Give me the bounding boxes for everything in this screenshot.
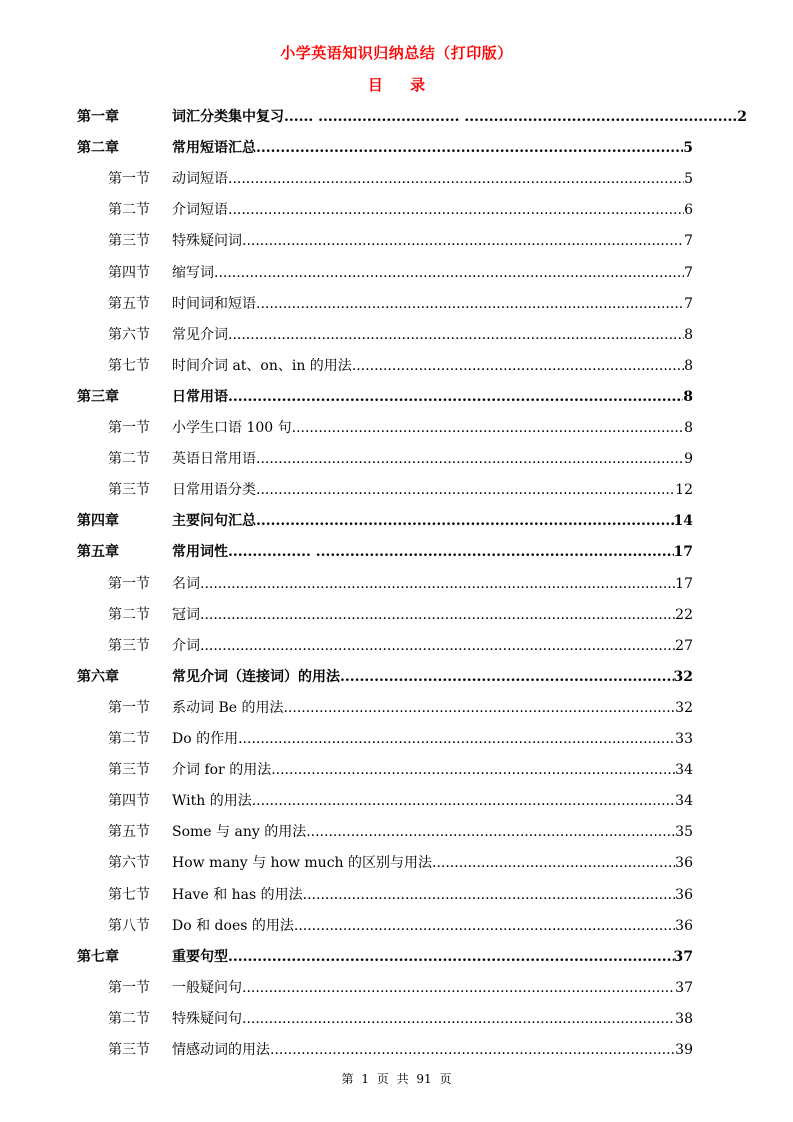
toc-chapter-row[interactable] — [0, 941, 793, 971]
toc-entry — [172, 262, 693, 282]
toc-entry — [172, 293, 693, 313]
toc-entry — [172, 168, 693, 188]
toc-section-row[interactable] — [0, 754, 793, 784]
toc-entry-title: 时间介词 at、on、in 的用法 — [172, 357, 352, 374]
toc-leader-dots — [352, 358, 684, 374]
toc-page-number: 5 — [683, 140, 693, 157]
toc-section-row[interactable] — [0, 847, 793, 877]
toc-page-number: 22 — [675, 606, 693, 623]
section-label: 第五节 — [108, 824, 150, 841]
toc-leader-dots — [271, 762, 675, 778]
toc-section-row[interactable] — [0, 319, 793, 349]
toc-entry — [172, 230, 693, 250]
toc-page-number: 35 — [675, 824, 693, 841]
toc-entry-title: 重要句型 — [172, 948, 228, 965]
section-label: 第二节 — [108, 451, 150, 468]
toc-section-row[interactable] — [0, 350, 793, 380]
section-label: 第七节 — [108, 357, 150, 374]
toc-page-number: 32 — [673, 668, 693, 685]
section-label: 第三节 — [108, 482, 150, 499]
toc-entry — [172, 1039, 693, 1059]
toc-entry — [172, 510, 693, 530]
toc-page-number: 38 — [675, 1010, 693, 1027]
toc-leader-dots — [256, 140, 683, 156]
toc-leader-dots — [283, 700, 675, 716]
toc-leader-dots — [252, 793, 675, 809]
toc-entry-title: 日常用语 — [172, 388, 228, 405]
toc-page-number: 9 — [684, 451, 693, 468]
toc-section-row[interactable] — [0, 910, 793, 940]
toc-section-row[interactable] — [0, 879, 793, 909]
section-label: 第三节 — [108, 233, 150, 250]
toc-leader-dots — [200, 576, 675, 592]
toc-leader-dots — [306, 824, 675, 840]
toc-entry-title: 名词 — [172, 575, 200, 592]
toc-leader-dots — [294, 918, 675, 934]
section-label: 第二节 — [108, 606, 150, 623]
toc-entry-title: How many 与 how much 的区别与用法 — [172, 855, 432, 872]
toc-page-number: 36 — [675, 855, 693, 872]
toc-chapter-row[interactable] — [0, 132, 793, 162]
toc-leader-dots — [432, 855, 675, 871]
toc-leader-dots — [200, 638, 675, 654]
toc-leader-dots — [214, 265, 684, 281]
section-label: 第六节 — [108, 855, 150, 872]
toc-page-number: 8 — [684, 420, 693, 436]
section-label: 第三节 — [108, 762, 150, 779]
section-label: 第三节 — [108, 637, 150, 654]
toc-page-number: 39 — [675, 1042, 693, 1058]
toc-section-row[interactable] — [0, 412, 793, 442]
chapter-label: 第一章 — [77, 109, 119, 125]
toc-entry-title: 常见介词 — [172, 326, 228, 343]
toc-page-number: 7 — [684, 295, 693, 312]
toc-section-row[interactable] — [0, 599, 793, 629]
toc-entry — [172, 386, 693, 406]
toc-entry-title: 词汇分类集中复习...... ............................. ........................................................ — [172, 109, 738, 125]
toc-leader-dots — [228, 389, 683, 405]
toc-entry-title: 介词短语 — [172, 202, 228, 219]
toc-section-row[interactable] — [0, 630, 793, 660]
toc-entry — [172, 604, 693, 624]
toc-entry-title: Do 和 does 的用法 — [172, 917, 294, 934]
toc-page-number: 34 — [675, 793, 693, 810]
toc-entry-title: 一般疑问句 — [172, 979, 242, 996]
toc-leader-dots — [242, 980, 675, 996]
toc-section-row[interactable] — [0, 443, 793, 473]
toc-entry-title: With 的用法 — [172, 793, 252, 810]
toc-entry — [172, 106, 748, 126]
toc-entry-title: 冠词 — [172, 606, 200, 623]
toc-page-number: 32 — [675, 699, 693, 716]
toc-chapter-row[interactable] — [0, 101, 793, 131]
toc-entry — [172, 852, 693, 872]
toc-leader-dots — [228, 171, 684, 187]
section-label: 第七节 — [108, 886, 150, 903]
toc-section-row[interactable] — [0, 1003, 793, 1033]
toc-entry — [172, 790, 693, 810]
section-label: 第八节 — [108, 917, 150, 934]
toc-entry-title: Have 和 has 的用法 — [172, 886, 303, 903]
section-label: 第一节 — [108, 575, 150, 592]
section-label: 第一节 — [108, 171, 150, 188]
toc-entry — [172, 355, 693, 375]
toc-page-number: 37 — [673, 948, 693, 965]
toc-leader-dots — [340, 669, 674, 685]
toc-leader-dots — [270, 1042, 675, 1058]
toc-section-row[interactable] — [0, 225, 793, 255]
toc-section-row[interactable] — [0, 692, 793, 722]
chapter-label: 第三章 — [77, 388, 119, 405]
section-label: 第五节 — [108, 295, 150, 312]
toc-section-row[interactable] — [0, 474, 793, 504]
toc-page-number: 7 — [684, 233, 693, 250]
toc-chapter-row[interactable] — [0, 661, 793, 691]
toc-leader-dots — [228, 202, 684, 218]
chapter-label: 第六章 — [77, 668, 119, 685]
section-label: 第二节 — [108, 1010, 150, 1027]
toc-entry — [172, 541, 693, 561]
toc-entry — [172, 448, 693, 468]
section-label: 第二节 — [108, 202, 150, 219]
toc-page-number: 37 — [675, 979, 693, 996]
toc-entry-title: 特殊疑问词 — [172, 233, 242, 250]
toc-entry-title: 介词 for 的用法 — [172, 762, 272, 779]
toc-chapter-row[interactable] — [0, 536, 793, 566]
toc-page-number: 17 — [675, 575, 693, 592]
toc-entry — [172, 417, 693, 437]
chapter-label: 第五章 — [77, 544, 119, 561]
toc-page-number: 5 — [684, 171, 693, 188]
toc-entry-title: 常见介词（连接词）的用法 — [172, 668, 340, 685]
toc-leader-dots — [355, 544, 674, 560]
toc-section-row[interactable] — [0, 257, 793, 287]
toc-leader-dots — [228, 327, 684, 343]
toc-entry-title: 英语日常用语 — [172, 451, 256, 468]
chapter-label: 第七章 — [77, 948, 119, 965]
toc-leader-dots — [256, 513, 674, 529]
section-label: 第一节 — [108, 699, 150, 716]
toc-entry — [172, 199, 693, 219]
toc-leader-dots — [256, 296, 684, 312]
section-label: 第四节 — [108, 264, 150, 281]
page-footer: 第 1 页 共 91 页 — [341, 1072, 452, 1086]
toc-section-row[interactable] — [0, 816, 793, 846]
toc-leader-dots — [238, 731, 675, 747]
document-title: 小学英语知识归纳总结（打印版） — [280, 44, 513, 62]
toc-leader-dots — [242, 233, 684, 249]
toc-entry-title: 介词 — [172, 637, 200, 654]
section-label: 第四节 — [108, 793, 150, 810]
toc-entry — [172, 884, 693, 904]
toc-page-number: 8 — [683, 388, 693, 405]
toc-leader-dots — [303, 887, 676, 903]
toc-entry — [172, 573, 693, 593]
section-label: 第二节 — [108, 731, 150, 747]
toc-entry-title: 主要问句汇总 — [172, 513, 256, 530]
toc-page-number: 7 — [684, 264, 693, 281]
toc-leader-dots — [292, 420, 684, 436]
toc-entry — [172, 324, 693, 344]
toc-entry-title: Do 的作用 — [172, 731, 239, 747]
toc-entry-title: 日常用语分类 — [172, 482, 256, 499]
toc-page-number: 36 — [675, 886, 693, 903]
toc-section-row[interactable] — [0, 568, 793, 598]
toc-page-number: 14 — [673, 513, 693, 530]
toc-section-row[interactable] — [0, 194, 793, 224]
toc-entry-title: 缩写词 — [172, 264, 214, 281]
toc-leader-dots — [200, 607, 675, 623]
toc-entry — [172, 977, 693, 997]
toc-entry — [172, 479, 693, 499]
toc-page-number: 36 — [675, 917, 693, 934]
toc-entry-title: 时间词和短语 — [172, 295, 256, 312]
toc-entry — [172, 1008, 693, 1028]
toc-entry-title: 情感动词的用法 — [172, 1042, 270, 1058]
toc-entry-title: 动词短语 — [172, 171, 228, 188]
toc-chapter-row[interactable] — [0, 505, 793, 535]
section-label: 第一节 — [108, 420, 150, 436]
toc-page-number: 2 — [737, 109, 748, 125]
toc-section-row[interactable] — [0, 723, 793, 753]
toc-entry-title: 常用词性................. ........ — [172, 544, 355, 561]
toc-entry — [172, 728, 693, 748]
toc-section-row[interactable] — [0, 1034, 793, 1064]
toc-entry-title: 特殊疑问句 — [172, 1010, 242, 1027]
toc-entry — [172, 915, 693, 935]
toc-page-number: 8 — [684, 326, 693, 343]
toc-leader-dots — [256, 482, 675, 498]
toc-page-number: 33 — [675, 731, 693, 747]
toc-leader-dots — [256, 451, 684, 467]
toc-entry — [172, 635, 693, 655]
toc-leader-dots — [242, 1011, 675, 1027]
toc-entry — [172, 137, 693, 157]
toc-page-number: 34 — [675, 762, 693, 779]
chapter-label: 第二章 — [77, 140, 119, 157]
toc-entry-title: 系动词 Be 的用法 — [172, 699, 284, 716]
chapter-label: 第四章 — [77, 513, 119, 530]
toc-page-number: 6 — [684, 202, 693, 219]
toc-chapter-row[interactable] — [0, 381, 793, 411]
toc-page-number: 17 — [673, 544, 693, 561]
toc-entry — [172, 821, 693, 841]
section-label: 第一节 — [108, 979, 150, 996]
toc-page-number: 8 — [684, 357, 693, 374]
toc-entry — [172, 697, 693, 717]
toc-entry — [172, 666, 693, 686]
toc-leader-dots — [228, 949, 674, 965]
toc-page-number: 27 — [675, 637, 693, 654]
toc-entry-title: 小学生口语 100 句 — [172, 420, 292, 436]
toc-page-number: 12 — [675, 482, 693, 499]
toc-section-row[interactable] — [0, 288, 793, 318]
toc-entry — [172, 946, 693, 966]
toc-entry-title: Some 与 any 的用法 — [172, 824, 307, 841]
toc-section-row[interactable] — [0, 972, 793, 1002]
section-label: 第三节 — [108, 1042, 150, 1058]
toc-heading: 目 录 — [367, 76, 426, 94]
toc-entry-title: 常用短语汇总 — [172, 140, 256, 157]
toc-section-row[interactable] — [0, 163, 793, 193]
section-label: 第六节 — [108, 326, 150, 343]
toc-entry — [172, 759, 693, 779]
toc-section-row[interactable] — [0, 785, 793, 815]
